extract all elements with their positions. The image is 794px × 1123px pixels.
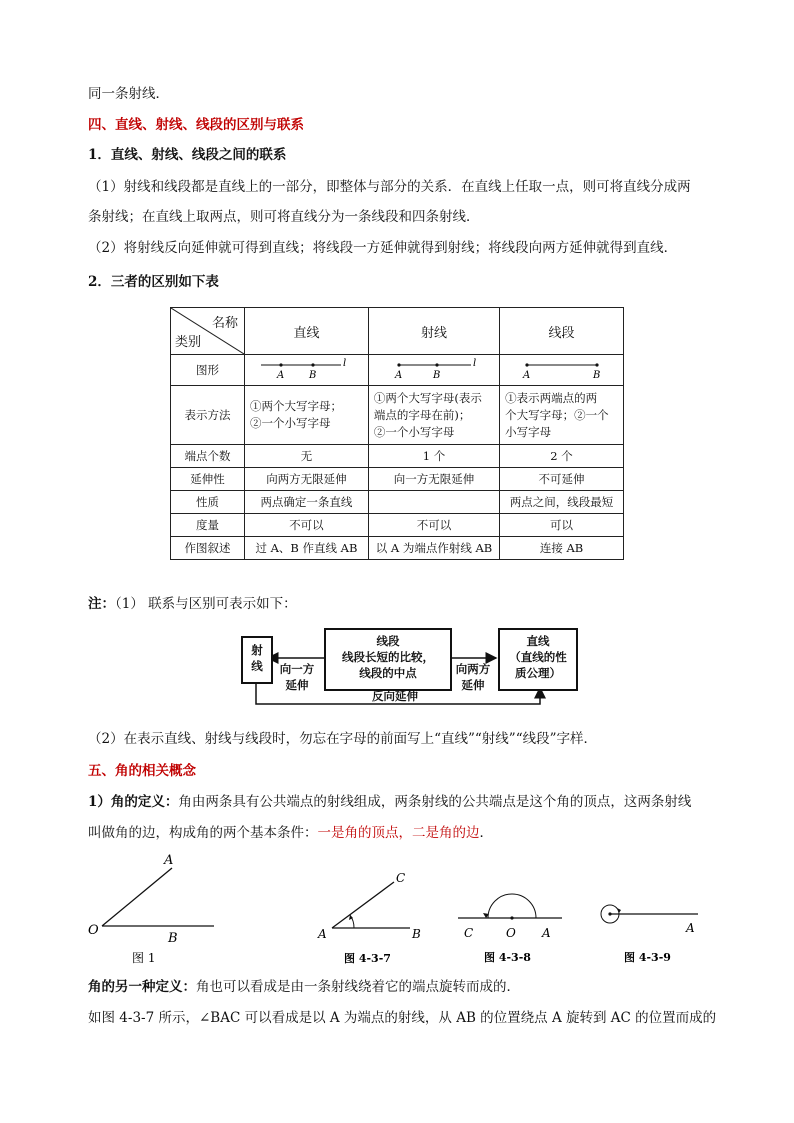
row-label-endpoints: 端点个数	[171, 445, 245, 468]
note-line	[88, 594, 297, 614]
left-arrow-label: 向一方 延伸	[279, 662, 315, 692]
fig-label-a: A	[394, 369, 403, 381]
fig-label-l: l	[472, 357, 477, 369]
fig439-caption: 图 4-3-9	[624, 951, 671, 964]
right-arrow-label: 向两方 延伸	[455, 662, 491, 692]
table-corner-cell	[171, 308, 245, 355]
bottom-arrow-label: 反向延伸	[372, 689, 418, 703]
fig1-label-a: A	[164, 853, 174, 868]
corner-top-label: 名称	[211, 316, 238, 331]
comparison-table	[170, 307, 624, 560]
angle-definition-line1: 1）角的定义：角由两条具有公共端点的射线组成，两条射线的公共端点是这个角的顶点，这两条射线	[88, 794, 692, 810]
angle-conditions-highlight: 一是角的顶点，二是角的边	[317, 825, 480, 841]
column-header-segment: 线段	[500, 308, 624, 355]
line-figure	[251, 356, 361, 382]
figure-ray-cell	[368, 355, 499, 386]
fig-label-b: B	[432, 369, 441, 381]
column-header-ray: 射线	[368, 308, 499, 355]
section4-sub1: 1．直线、射线、线段之间的联系	[88, 147, 287, 163]
fig1-caption: 图 1	[132, 951, 156, 965]
fig437-caption: 图 4-3-7	[344, 952, 391, 965]
fig-label-b: B	[592, 369, 600, 381]
row-label-property: 性质	[171, 491, 245, 514]
endpoints-ray: 1 个	[368, 445, 499, 468]
construction-ray: 以 A 为端点作射线 AB	[368, 537, 499, 560]
property-segment: 两点之间，线段最短	[500, 491, 624, 514]
section4-heading: 四、直线、射线、线段的区别与联系	[88, 117, 304, 133]
notation-ray-1: ①两个大写字母(表示	[373, 390, 482, 405]
section4-sub2: 2．三者的区别如下表	[88, 274, 219, 290]
fig437-label-a: A	[318, 927, 327, 941]
alt-definition-line: 角的另一种定义：角也可以看成是由一条射线绕着它的端点旋转而成的．	[88, 979, 520, 995]
alt-definition-label: 角的另一种定义：	[88, 979, 196, 995]
figure-line-cell	[245, 355, 369, 386]
notation-line-2: ②一个小写字母	[250, 416, 331, 430]
extension-line: 向两方无限延伸	[245, 468, 369, 491]
fig1-label-b: B	[168, 931, 178, 946]
fig1-label-o: O	[88, 923, 99, 938]
angle-definition-label: 1）角的定义：	[88, 794, 179, 810]
endpoints-segment: 2 个	[500, 445, 624, 468]
fig438-label-c: C	[464, 926, 474, 940]
fig437-label-b: B	[412, 927, 421, 941]
section4-p1a: （1）射线和线段都是直线上的一部分，即整体与部分的关系．在直线上任取一点，则可将直线分成两	[88, 179, 691, 195]
fig437-label-c: C	[396, 871, 406, 885]
extension-ray: 向一方无限延伸	[368, 468, 499, 491]
note-text: （1） 联系与区别可表示如下：	[115, 596, 297, 612]
fig438-caption: 图 4-3-8	[484, 951, 531, 964]
figure-segment-cell	[500, 355, 624, 386]
row-label-extension: 延伸性	[171, 468, 245, 491]
notation-ray-cell	[368, 386, 499, 445]
row-label-notation: 表示方法	[171, 386, 245, 445]
notation-segment-2: 个大写字母；②一个	[505, 407, 609, 422]
section4-p1b: 条射线；在直线上取两点，则可将直线分为一条线段和四条射线．	[88, 209, 480, 225]
row-label-measure: 度量	[171, 514, 245, 537]
note2-line: （2）在表示直线、射线与线段时，勿忘在字母的前面写上“直线”“射线”“线段”字样．	[88, 731, 597, 747]
notation-ray-2: 端点的字母在前)；	[373, 407, 471, 422]
ray-box: 射 线	[241, 636, 273, 684]
notation-ray-3: ②一个小写字母	[373, 424, 455, 439]
fig439-label-a: A	[686, 921, 695, 935]
property-ray	[368, 491, 499, 514]
construction-segment: 连接 AB	[500, 537, 624, 560]
fig-label-b: B	[309, 369, 317, 381]
endpoints-line: 无	[245, 445, 369, 468]
notation-line-cell	[245, 386, 369, 445]
measure-line: 不可以	[245, 514, 369, 537]
line-box: 直线 （直线的性 质公理）	[498, 628, 578, 691]
extension-segment: 不可延伸	[500, 468, 624, 491]
segment-figure	[507, 356, 617, 382]
column-header-line: 直线	[245, 308, 369, 355]
notation-segment-cell	[500, 386, 624, 445]
row-label-construction: 作图叙述	[171, 537, 245, 560]
fig-label-l: l	[343, 357, 347, 369]
property-line: 两点确定一条直线	[245, 491, 369, 514]
fig438-label-a: A	[542, 926, 551, 940]
figure-4-3-9	[588, 880, 713, 970]
figure-4-3-7	[310, 866, 440, 970]
section4-p2: （2）将射线反向延伸就可得到直线；将线段一方延伸就得到射线；将线段向两方延伸就得到直线．	[88, 240, 678, 256]
intro-line: 同一条射线．	[88, 86, 169, 102]
segment-box: 线段 线段长短的比较， 线段的中点	[324, 628, 452, 691]
notation-segment-3: 小写字母	[505, 424, 552, 439]
measure-ray: 不可以	[368, 514, 499, 537]
fig438-label-o: O	[506, 926, 516, 940]
ray-figure	[379, 356, 489, 382]
row-label-figure: 图形	[171, 355, 245, 386]
notation-line-1: ①两个大写字母；	[250, 399, 342, 413]
measure-segment: 可以	[500, 514, 624, 537]
notation-segment-1: ①表示两端点的两	[505, 390, 598, 405]
figure-4-3-8	[452, 880, 572, 970]
construction-line: 过 A、B 作直线 AB	[245, 537, 369, 560]
corner-bottom-label: 类别	[175, 335, 202, 350]
fig-label-a: A	[522, 369, 530, 381]
note-label: 注：	[88, 596, 115, 612]
figure-1	[84, 850, 224, 970]
angle-definition-line2: 叫做角的边，构成角的两个基本条件：一是角的顶点，二是角的边．	[88, 825, 493, 841]
section5-heading: 五、角的相关概念	[88, 763, 196, 779]
last-line: 如图 4-3-7 所示，∠BAC 可以看成是以 A 为端点的射线，从 AB 的位置绕点 A 旋转到 AC 的位置而成的	[88, 1010, 717, 1026]
fig-label-a: A	[277, 369, 285, 381]
